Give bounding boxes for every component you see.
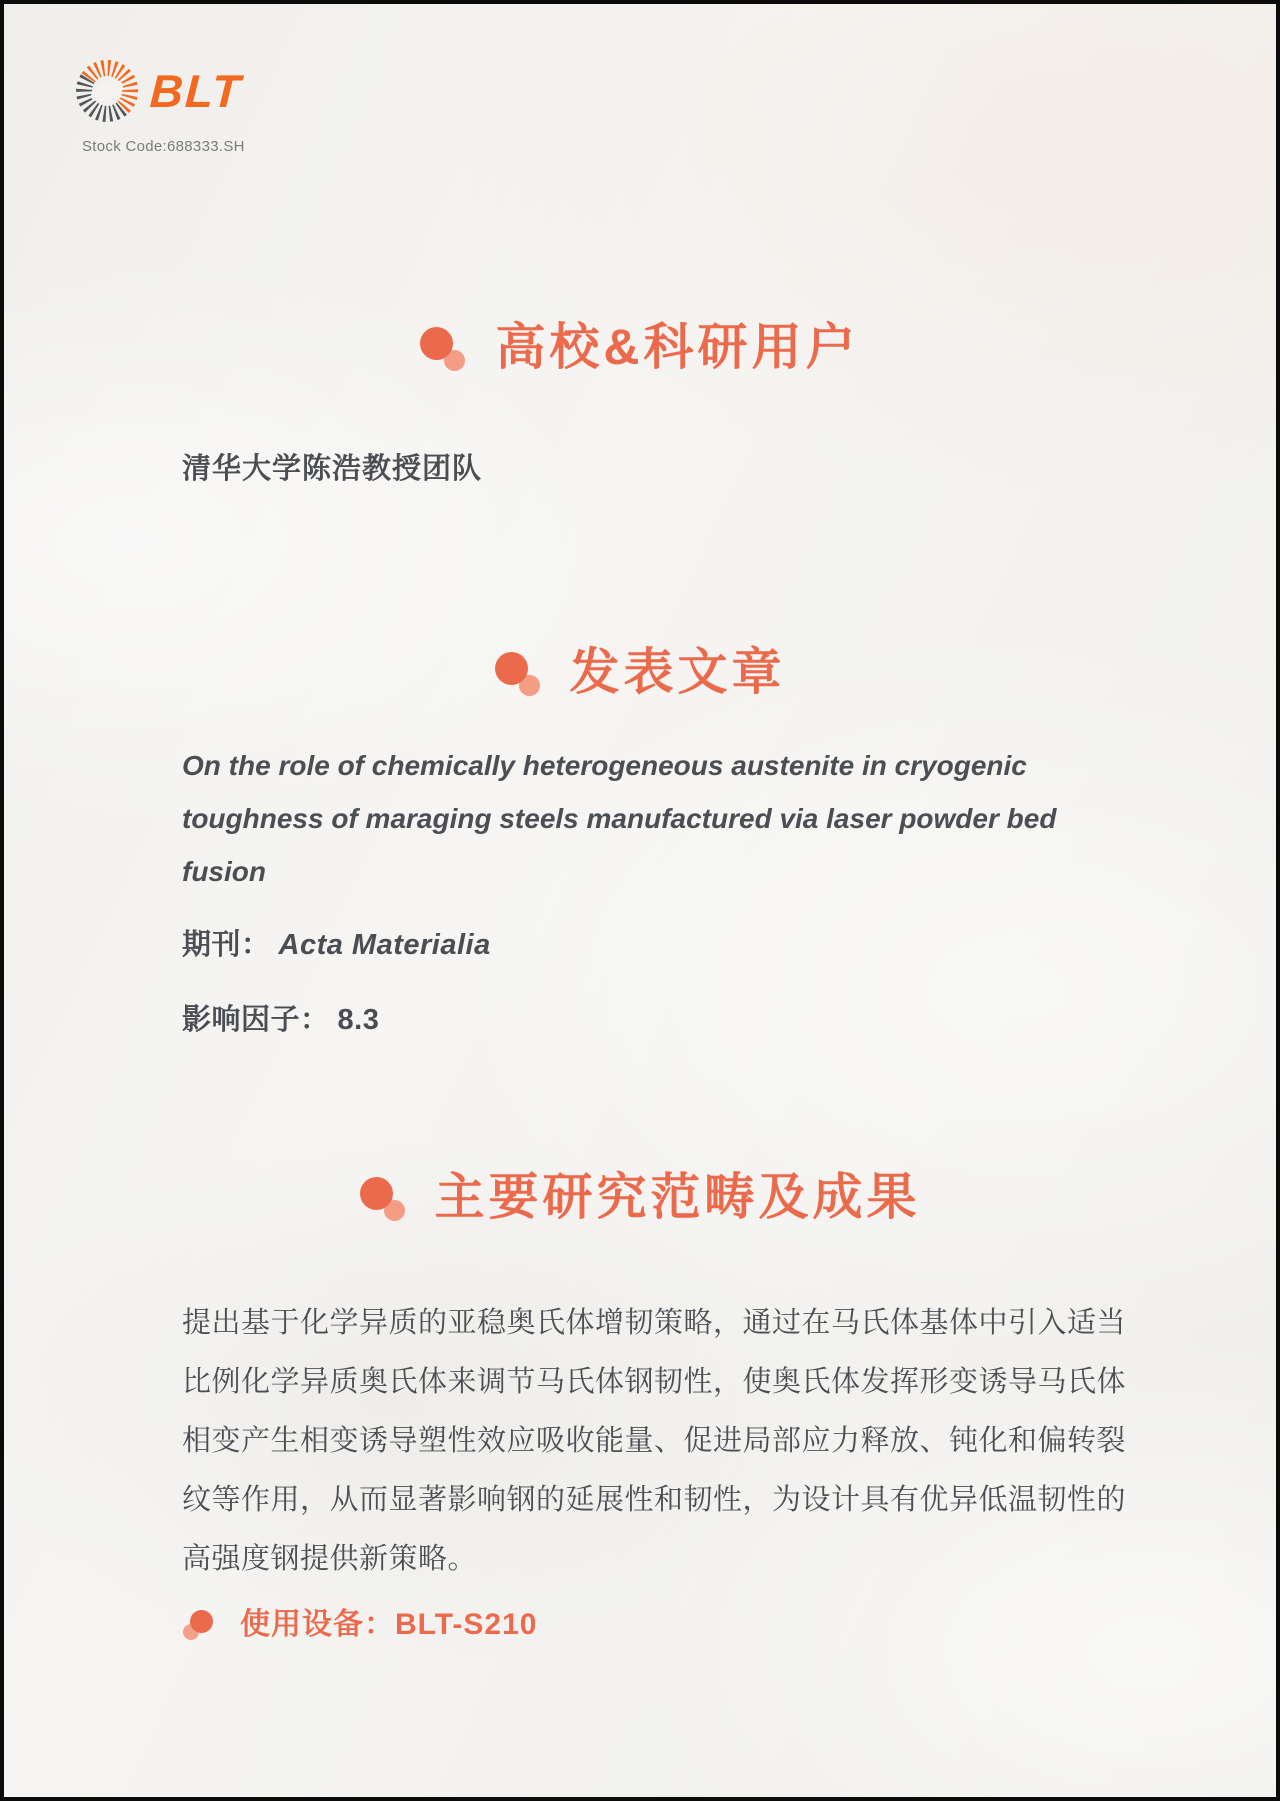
bullet-dot-dark [190, 1610, 213, 1633]
blt-logo-text: BLT [148, 65, 244, 117]
stock-code: Stock Code:688333.SH [82, 138, 245, 155]
equipment-text: 使用设备：BLT-S210 [240, 1608, 538, 1641]
section-title-articles: 发表文章 [569, 644, 786, 700]
research-line: 相变产生相变诱导塑性效应吸收能量、促进局部应力释放、钝化和偏转裂 [182, 1425, 1127, 1457]
journal-row [182, 922, 491, 963]
impact-factor-label: 影响因子： [182, 1004, 330, 1036]
team-name: 清华大学陈浩教授团队 [182, 453, 483, 485]
brand-header [76, 60, 245, 155]
bullet-dot-dark [420, 327, 453, 360]
blt-sunburst-logo-icon [76, 60, 138, 122]
heading-bullet-icon [420, 327, 453, 360]
section-heading-research [4, 1157, 1276, 1229]
research-paragraph [182, 1294, 1132, 1589]
logo-row [76, 60, 245, 122]
equipment-row [190, 1599, 538, 1643]
section-title-users: 高校&科研用户 [495, 319, 860, 375]
bullet-dot-dark [495, 652, 528, 685]
article-title [182, 739, 1122, 898]
heading-bullet-icon [495, 652, 528, 685]
journal-value: Acta Materialia [278, 929, 491, 961]
journal-label: 期刊： [182, 929, 271, 961]
research-line: 纹等作用，从而显著影响钢的延展性和韧性，为设计具有优异低温韧性的 [182, 1484, 1127, 1516]
section-title-research: 主要研究范畴及成果 [434, 1169, 921, 1225]
article-title-line: On the role of chemically heterogeneous austenite in cryogenic [182, 750, 1027, 781]
research-line: 高强度钢提供新策略。 [182, 1543, 478, 1575]
section-heading-users [4, 307, 1276, 379]
impact-factor-value: 8.3 [337, 1004, 380, 1036]
bullet-dot-dark [360, 1177, 393, 1210]
impact-factor-row [182, 997, 379, 1038]
heading-bullet-icon [360, 1177, 393, 1210]
section-heading-articles [4, 632, 1276, 704]
equipment-bullet-icon [190, 1610, 213, 1633]
article-title-line: toughness of maraging steels manufactured via laser powder bed [182, 803, 1057, 834]
research-line: 比例化学异质奥氏体来调节马氏体钢韧性，使奥氏体发挥形变诱导马氏体 [182, 1366, 1127, 1398]
research-line: 提出基于化学异质的亚稳奥氏体增韧策略，通过在马氏体基体中引入适当 [182, 1307, 1127, 1339]
article-title-line: fusion [182, 856, 266, 887]
